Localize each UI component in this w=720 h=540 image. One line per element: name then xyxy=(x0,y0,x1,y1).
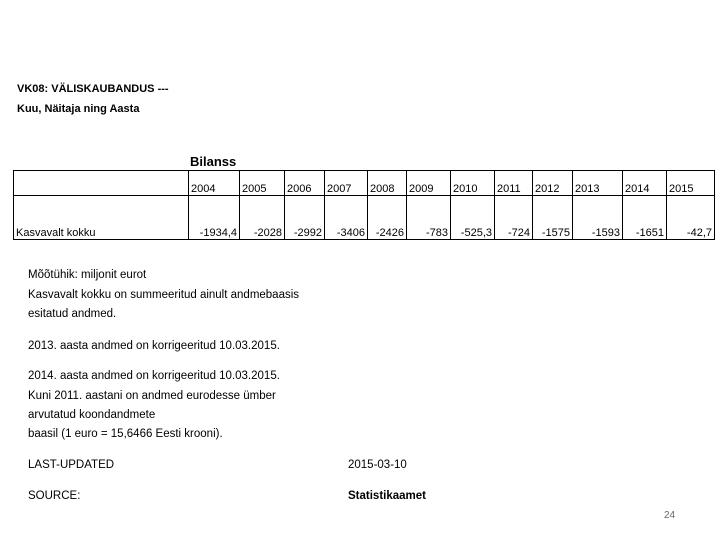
year-cell: 2013 xyxy=(573,171,623,196)
year-cell: 2004 xyxy=(189,171,240,196)
value-cell: -2426 xyxy=(368,196,407,240)
value-cell: -1651 xyxy=(623,196,667,240)
value-cell: -525,3 xyxy=(451,196,495,240)
report-subtitle: Kuu, Näitaja ning Aasta xyxy=(17,103,140,115)
year-cell: 2005 xyxy=(240,171,285,196)
correction-note-2013: 2013. aasta andmed on korrigeeritud 10.03.2015. xyxy=(28,340,280,352)
value-cell: -724 xyxy=(495,196,533,240)
report-title: VK08: VÄLISKAUBANDUS --- xyxy=(17,83,169,95)
conversion-note-line-1: Kuni 2011. aastani on andmed eurodesse ümber xyxy=(28,390,276,402)
year-cell: 2006 xyxy=(285,171,325,196)
empty-header-cell xyxy=(14,171,189,196)
value-cell: -783 xyxy=(407,196,451,240)
row-label: Kasvavalt kokku xyxy=(14,196,189,240)
source-label: SOURCE: xyxy=(28,490,81,502)
value-cell: -1593 xyxy=(573,196,623,240)
unit-note: Mõõtühik: miljonit eurot xyxy=(28,269,147,281)
year-cell: 2012 xyxy=(533,171,573,196)
correction-note-2014: 2014. aasta andmed on korrigeeritud 10.03.2015. xyxy=(28,370,280,382)
value-cell: -2028 xyxy=(240,196,285,240)
last-updated-value: 2015-03-10 xyxy=(348,459,407,471)
year-header-row xyxy=(14,171,715,196)
year-cell: 2008 xyxy=(368,171,407,196)
year-cell: 2009 xyxy=(407,171,451,196)
year-cell: 2014 xyxy=(623,171,667,196)
value-cell: -42,7 xyxy=(667,196,715,240)
page-number: 24 xyxy=(664,510,676,521)
year-cell: 2007 xyxy=(325,171,368,196)
year-cell: 2011 xyxy=(495,171,533,196)
table-row xyxy=(14,196,715,240)
value-cell: -1575 xyxy=(533,196,573,240)
value-cell: -3406 xyxy=(325,196,368,240)
year-cell: 2015 xyxy=(667,171,715,196)
section-heading: Bilanss xyxy=(190,154,237,169)
data-table xyxy=(13,170,715,240)
last-updated-label: LAST-UPDATED xyxy=(28,459,115,471)
conversion-note-line-2: arvutatud koondandmete xyxy=(28,409,156,421)
value-cell: -1934,4 xyxy=(189,196,240,240)
conversion-note-line-3: baasil (1 euro = 15,6466 Eesti krooni). xyxy=(28,428,223,440)
year-cell: 2010 xyxy=(451,171,495,196)
source-value: Statistikaamet xyxy=(348,490,426,502)
description-note-line-1: Kasvavalt kokku on summeeritud ainult andmebaasis xyxy=(28,289,300,301)
value-cell: -2992 xyxy=(285,196,325,240)
description-note-line-2: esitatud andmed. xyxy=(28,308,117,320)
